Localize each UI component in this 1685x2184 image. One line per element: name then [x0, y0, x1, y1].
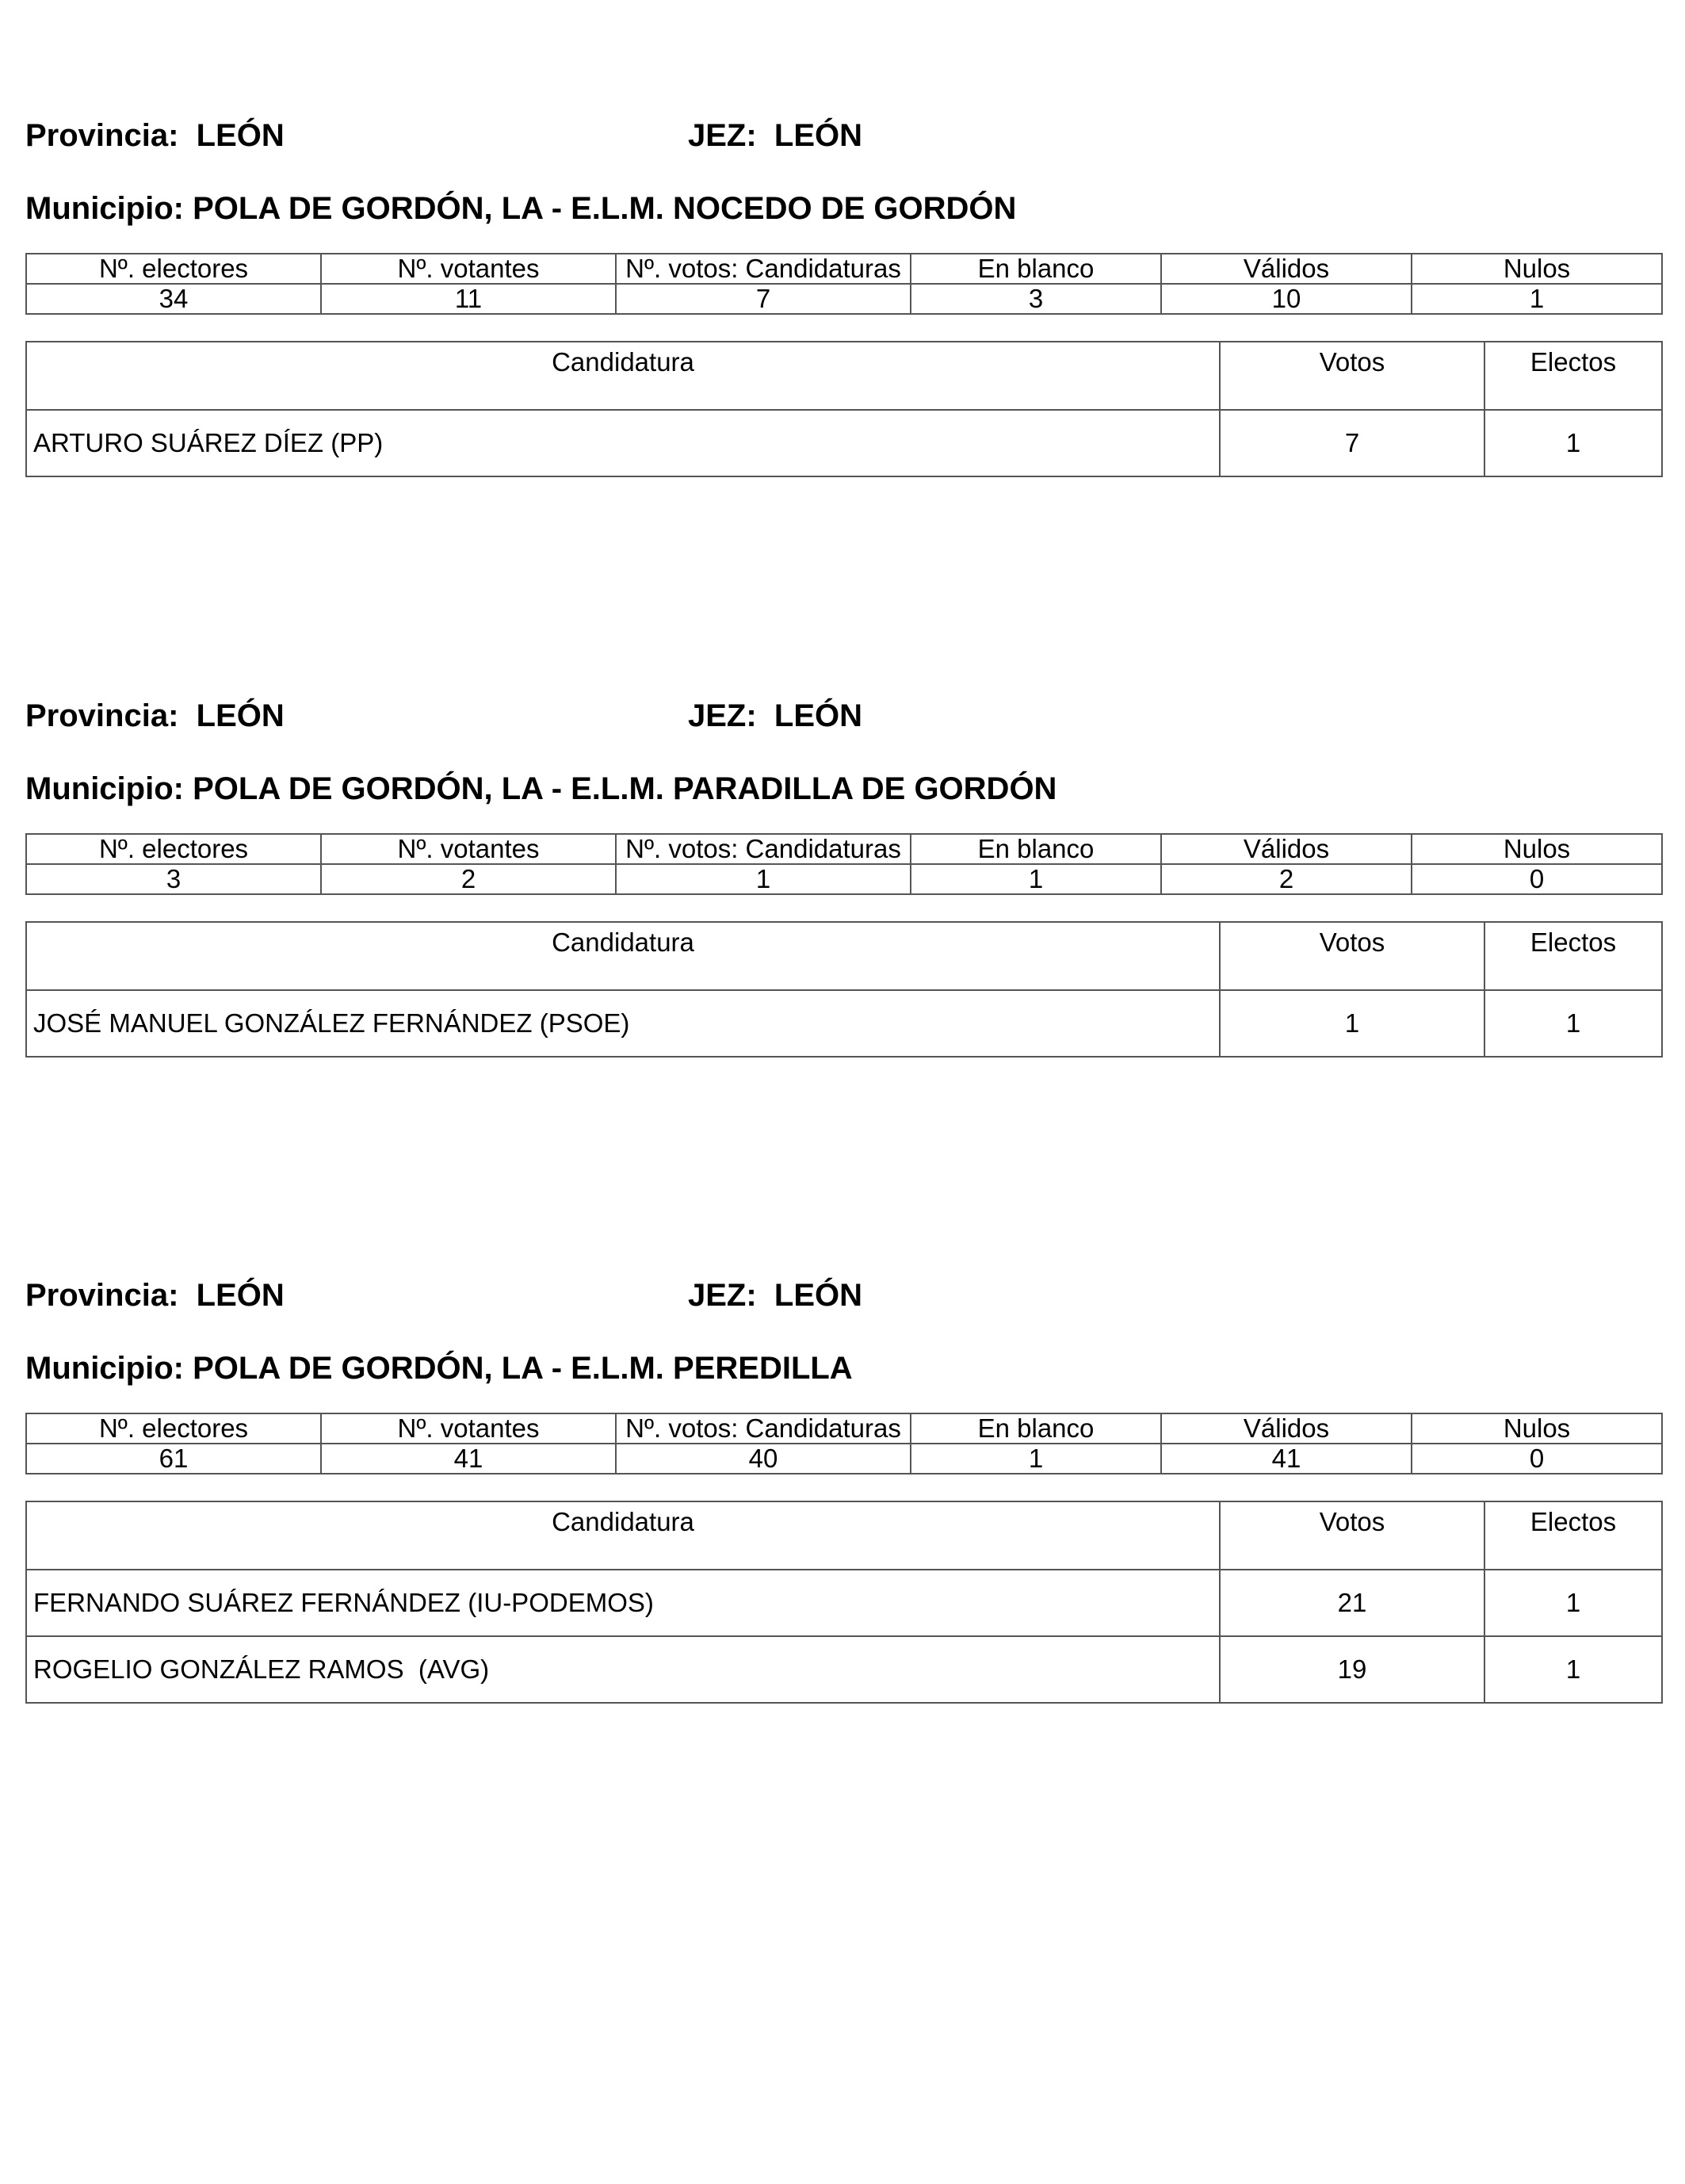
stats-header-cell: Nulos — [1412, 834, 1662, 864]
stats-table — [25, 833, 1663, 895]
candidate-name: JOSÉ MANUEL GONZÁLEZ FERNÁNDEZ (PSOE) — [26, 990, 1220, 1057]
stats-table — [25, 253, 1663, 315]
candidates-table — [25, 1501, 1663, 1704]
stats-value-row — [26, 864, 1662, 894]
stats-header-cell: Nº. electores — [26, 254, 321, 284]
jez-value: LEÓN — [774, 1278, 863, 1313]
stats-value-cell: 10 — [1161, 284, 1412, 314]
candidate-name: ROGELIO GONZÁLEZ RAMOS (AVG) — [26, 1636, 1220, 1703]
stats-header-cell: Nº. votantes — [321, 254, 616, 284]
stats-value-cell: 0 — [1412, 1444, 1662, 1474]
candidates-header-row — [26, 922, 1662, 990]
stats-header-cell: Válidos — [1161, 254, 1412, 284]
electos-header: Electos — [1484, 1501, 1662, 1570]
candidate-row — [26, 410, 1662, 476]
candidate-electos: 1 — [1484, 1636, 1662, 1703]
candidate-electos: 1 — [1484, 990, 1662, 1057]
stats-value-cell: 61 — [26, 1444, 321, 1474]
stats-value-row — [26, 284, 1662, 314]
jez-line: JEZ: LEÓN — [688, 118, 863, 153]
provincia-line: Provincia: LEÓN — [25, 1278, 285, 1313]
jez-line: JEZ: LEÓN — [688, 698, 863, 733]
stats-value-cell: 40 — [616, 1444, 911, 1474]
stats-header-cell: Nº. votantes — [321, 834, 616, 864]
stats-header-cell: Nº. electores — [26, 834, 321, 864]
stats-value-cell: 1 — [1412, 284, 1662, 314]
candidates-table — [25, 921, 1663, 1058]
votos-header: Votos — [1220, 922, 1484, 990]
municipio-line: Municipio: POLA DE GORDÓN, LA - E.L.M. NOCEDO DE GORDÓN — [25, 191, 1017, 226]
stats-value-cell: 2 — [321, 864, 616, 894]
candidate-votos: 7 — [1220, 410, 1484, 476]
candidate-votos: 19 — [1220, 1636, 1484, 1703]
stats-value-row — [26, 1444, 1662, 1474]
candidates-header-row — [26, 1501, 1662, 1570]
candidates-header-row — [26, 342, 1662, 410]
stats-value-cell: 41 — [1161, 1444, 1412, 1474]
stats-table — [25, 1413, 1663, 1474]
jez-value: LEÓN — [774, 698, 863, 733]
candidate-votos: 1 — [1220, 990, 1484, 1057]
stats-value-cell: 34 — [26, 284, 321, 314]
candidate-electos: 1 — [1484, 410, 1662, 476]
stats-value-cell: 11 — [321, 284, 616, 314]
stats-header-cell: En blanco — [911, 834, 1161, 864]
candidate-row — [26, 1570, 1662, 1636]
stats-header-cell: Nulos — [1412, 1413, 1662, 1444]
provincia-line: Provincia: LEÓN — [25, 118, 285, 153]
stats-value-cell: 1 — [911, 1444, 1161, 1474]
votos-header: Votos — [1220, 1501, 1484, 1570]
candidatura-header: Candidatura — [26, 1501, 1220, 1570]
candidate-name: ARTURO SUÁREZ DÍEZ (PP) — [26, 410, 1220, 476]
jez-value: LEÓN — [774, 118, 863, 153]
provincia-value: LEÓN — [196, 118, 285, 153]
candidates-table — [25, 341, 1663, 477]
stats-header-cell: Nº. votantes — [321, 1413, 616, 1444]
candidate-row — [26, 990, 1662, 1057]
stats-value-cell: 7 — [616, 284, 911, 314]
candidatura-header: Candidatura — [26, 342, 1220, 410]
municipio-line: Municipio: POLA DE GORDÓN, LA - E.L.M. PEREDILLA — [25, 1351, 853, 1386]
municipio-value: POLA DE GORDÓN, LA - E.L.M. NOCEDO DE GORDÓN — [193, 191, 1017, 226]
candidate-votos: 21 — [1220, 1570, 1484, 1636]
jez-line: JEZ: LEÓN — [688, 1278, 863, 1313]
stats-header-cell: Nº. votos: Candidaturas — [616, 834, 911, 864]
stats-header-cell: En blanco — [911, 254, 1161, 284]
stats-header-cell: En blanco — [911, 1413, 1161, 1444]
stats-header-cell: Nº. votos: Candidaturas — [616, 254, 911, 284]
provincia-line: Provincia: LEÓN — [25, 698, 285, 733]
stats-header-cell: Nº. electores — [26, 1413, 321, 1444]
stats-header-cell: Válidos — [1161, 834, 1412, 864]
stats-value-cell: 3 — [911, 284, 1161, 314]
municipio-line: Municipio: POLA DE GORDÓN, LA - E.L.M. PARADILLA DE GORDÓN — [25, 771, 1057, 806]
electos-header: Electos — [1484, 922, 1662, 990]
municipio-value: POLA DE GORDÓN, LA - E.L.M. PARADILLA DE GORDÓN — [193, 771, 1057, 806]
stats-value-cell: 2 — [1161, 864, 1412, 894]
candidate-row — [26, 1636, 1662, 1703]
stats-value-cell: 41 — [321, 1444, 616, 1474]
stats-value-cell: 1 — [616, 864, 911, 894]
provincia-value: LEÓN — [196, 1278, 285, 1313]
stats-value-cell: 1 — [911, 864, 1161, 894]
municipio-value: POLA DE GORDÓN, LA - E.L.M. PEREDILLA — [193, 1351, 853, 1386]
votos-header: Votos — [1220, 342, 1484, 410]
stats-header-row — [26, 834, 1662, 864]
candidate-electos: 1 — [1484, 1570, 1662, 1636]
stats-header-row — [26, 254, 1662, 284]
candidate-name: FERNANDO SUÁREZ FERNÁNDEZ (IU-PODEMOS) — [26, 1570, 1220, 1636]
stats-value-cell: 3 — [26, 864, 321, 894]
stats-header-cell: Nº. votos: Candidaturas — [616, 1413, 911, 1444]
stats-header-row — [26, 1413, 1662, 1444]
stats-header-cell: Nulos — [1412, 254, 1662, 284]
provincia-value: LEÓN — [196, 698, 285, 733]
candidatura-header: Candidatura — [26, 922, 1220, 990]
stats-header-cell: Válidos — [1161, 1413, 1412, 1444]
stats-value-cell: 0 — [1412, 864, 1662, 894]
electos-header: Electos — [1484, 342, 1662, 410]
